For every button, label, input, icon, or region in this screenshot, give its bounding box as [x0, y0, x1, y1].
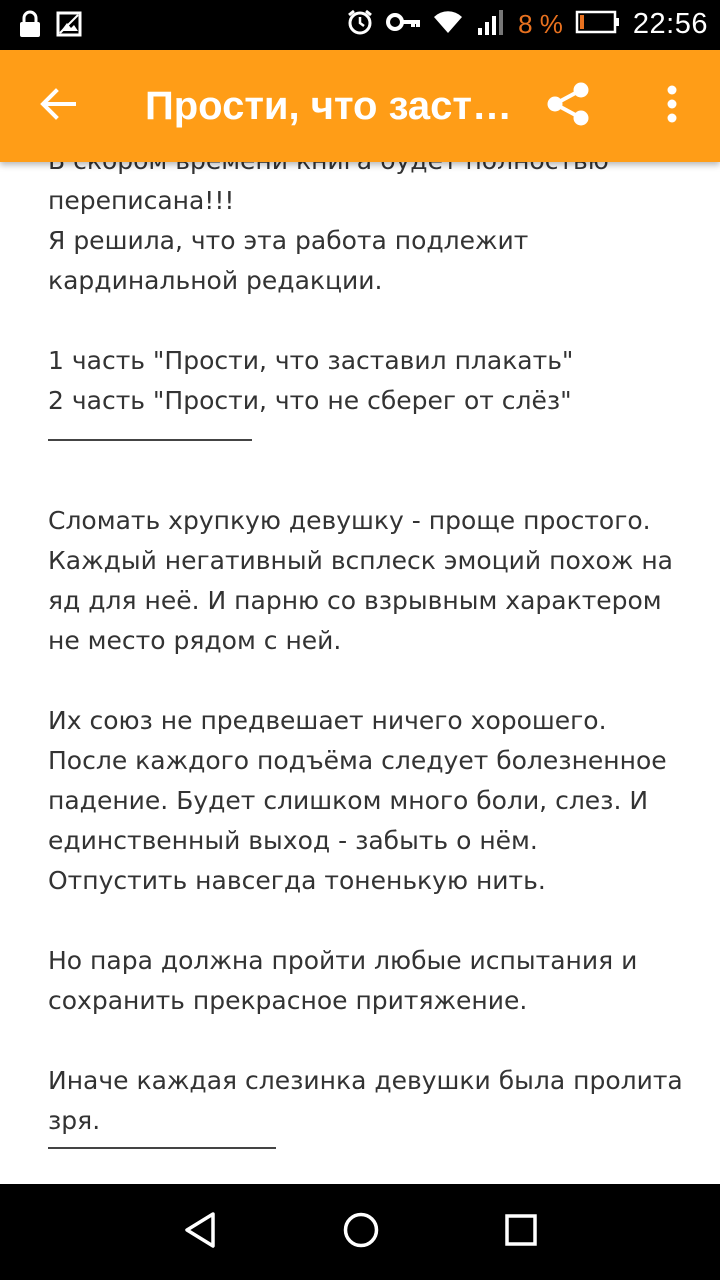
nav-home-button[interactable] — [339, 1210, 383, 1254]
paragraph-gap — [48, 901, 688, 941]
overflow-menu-button[interactable] — [650, 78, 694, 134]
battery-percent: 8 % — [518, 9, 563, 39]
app-bar — [0, 50, 720, 162]
battery-icon — [575, 9, 621, 40]
status-left-icons — [18, 10, 82, 43]
status-right-icons — [346, 8, 708, 41]
share-button[interactable] — [538, 78, 598, 134]
divider — [48, 439, 252, 441]
divider — [48, 1147, 276, 1149]
alarm-icon — [346, 8, 374, 41]
nav-back-button[interactable] — [178, 1210, 222, 1254]
clock: 22:56 — [632, 8, 708, 40]
more-vert-icon — [666, 84, 678, 129]
recents-square-icon — [501, 1210, 541, 1255]
signal-icon — [476, 8, 506, 41]
parts-paragraph: 1 часть "Прости, что заставил плакать" 2 часть "Прости, что не сберег от слёз" — [48, 346, 574, 415]
home-circle-icon — [341, 1210, 381, 1255]
lock-icon — [18, 10, 42, 43]
nav-recents-button[interactable] — [499, 1210, 543, 1254]
page-title: Прости, что заст… — [145, 84, 513, 128]
wifi-icon — [432, 9, 464, 40]
navigation-bar — [0, 1184, 720, 1280]
paragraph-gap — [48, 301, 688, 341]
back-button[interactable] — [30, 78, 86, 134]
share-icon — [543, 79, 593, 134]
arrow-back-icon — [38, 84, 78, 129]
paragraph-gap — [48, 1021, 688, 1061]
paragraph-gap — [48, 661, 688, 701]
paragraph-gap — [48, 461, 688, 501]
reader-content[interactable] — [0, 162, 720, 1184]
status-bar — [0, 0, 720, 50]
key-icon — [386, 12, 420, 37]
annotation-paragraph-1: Сломать хрупкую девушку - проще простого. Каждый негативный всплеск эмоций похож на яд для неё. И парню со взрывным характером не место рядом с ней. — [48, 506, 673, 655]
intro-paragraph: переписана!!! Я решила, что эта работа подлежит кардинальной редакции. — [48, 186, 529, 295]
book-text — [48, 141, 688, 1169]
image-icon — [56, 11, 82, 42]
annotation-paragraph-4: Иначе каждая слезинка девушки была пролита зря. — [48, 1066, 683, 1135]
annotation-paragraph-3: Но пара должна пройти любые испытания и сохранить прекрасное притяжение. — [48, 946, 638, 1015]
annotation-paragraph-2: Их союз не предвешает ничего хорошего. После каждого подъёма следует болезненное падение. Будет слишком много боли, слез. И единственный выход - забыть о нём. Отпустить навсегда тоненькую нить. — [48, 706, 667, 895]
back-triangle-icon — [180, 1210, 220, 1255]
